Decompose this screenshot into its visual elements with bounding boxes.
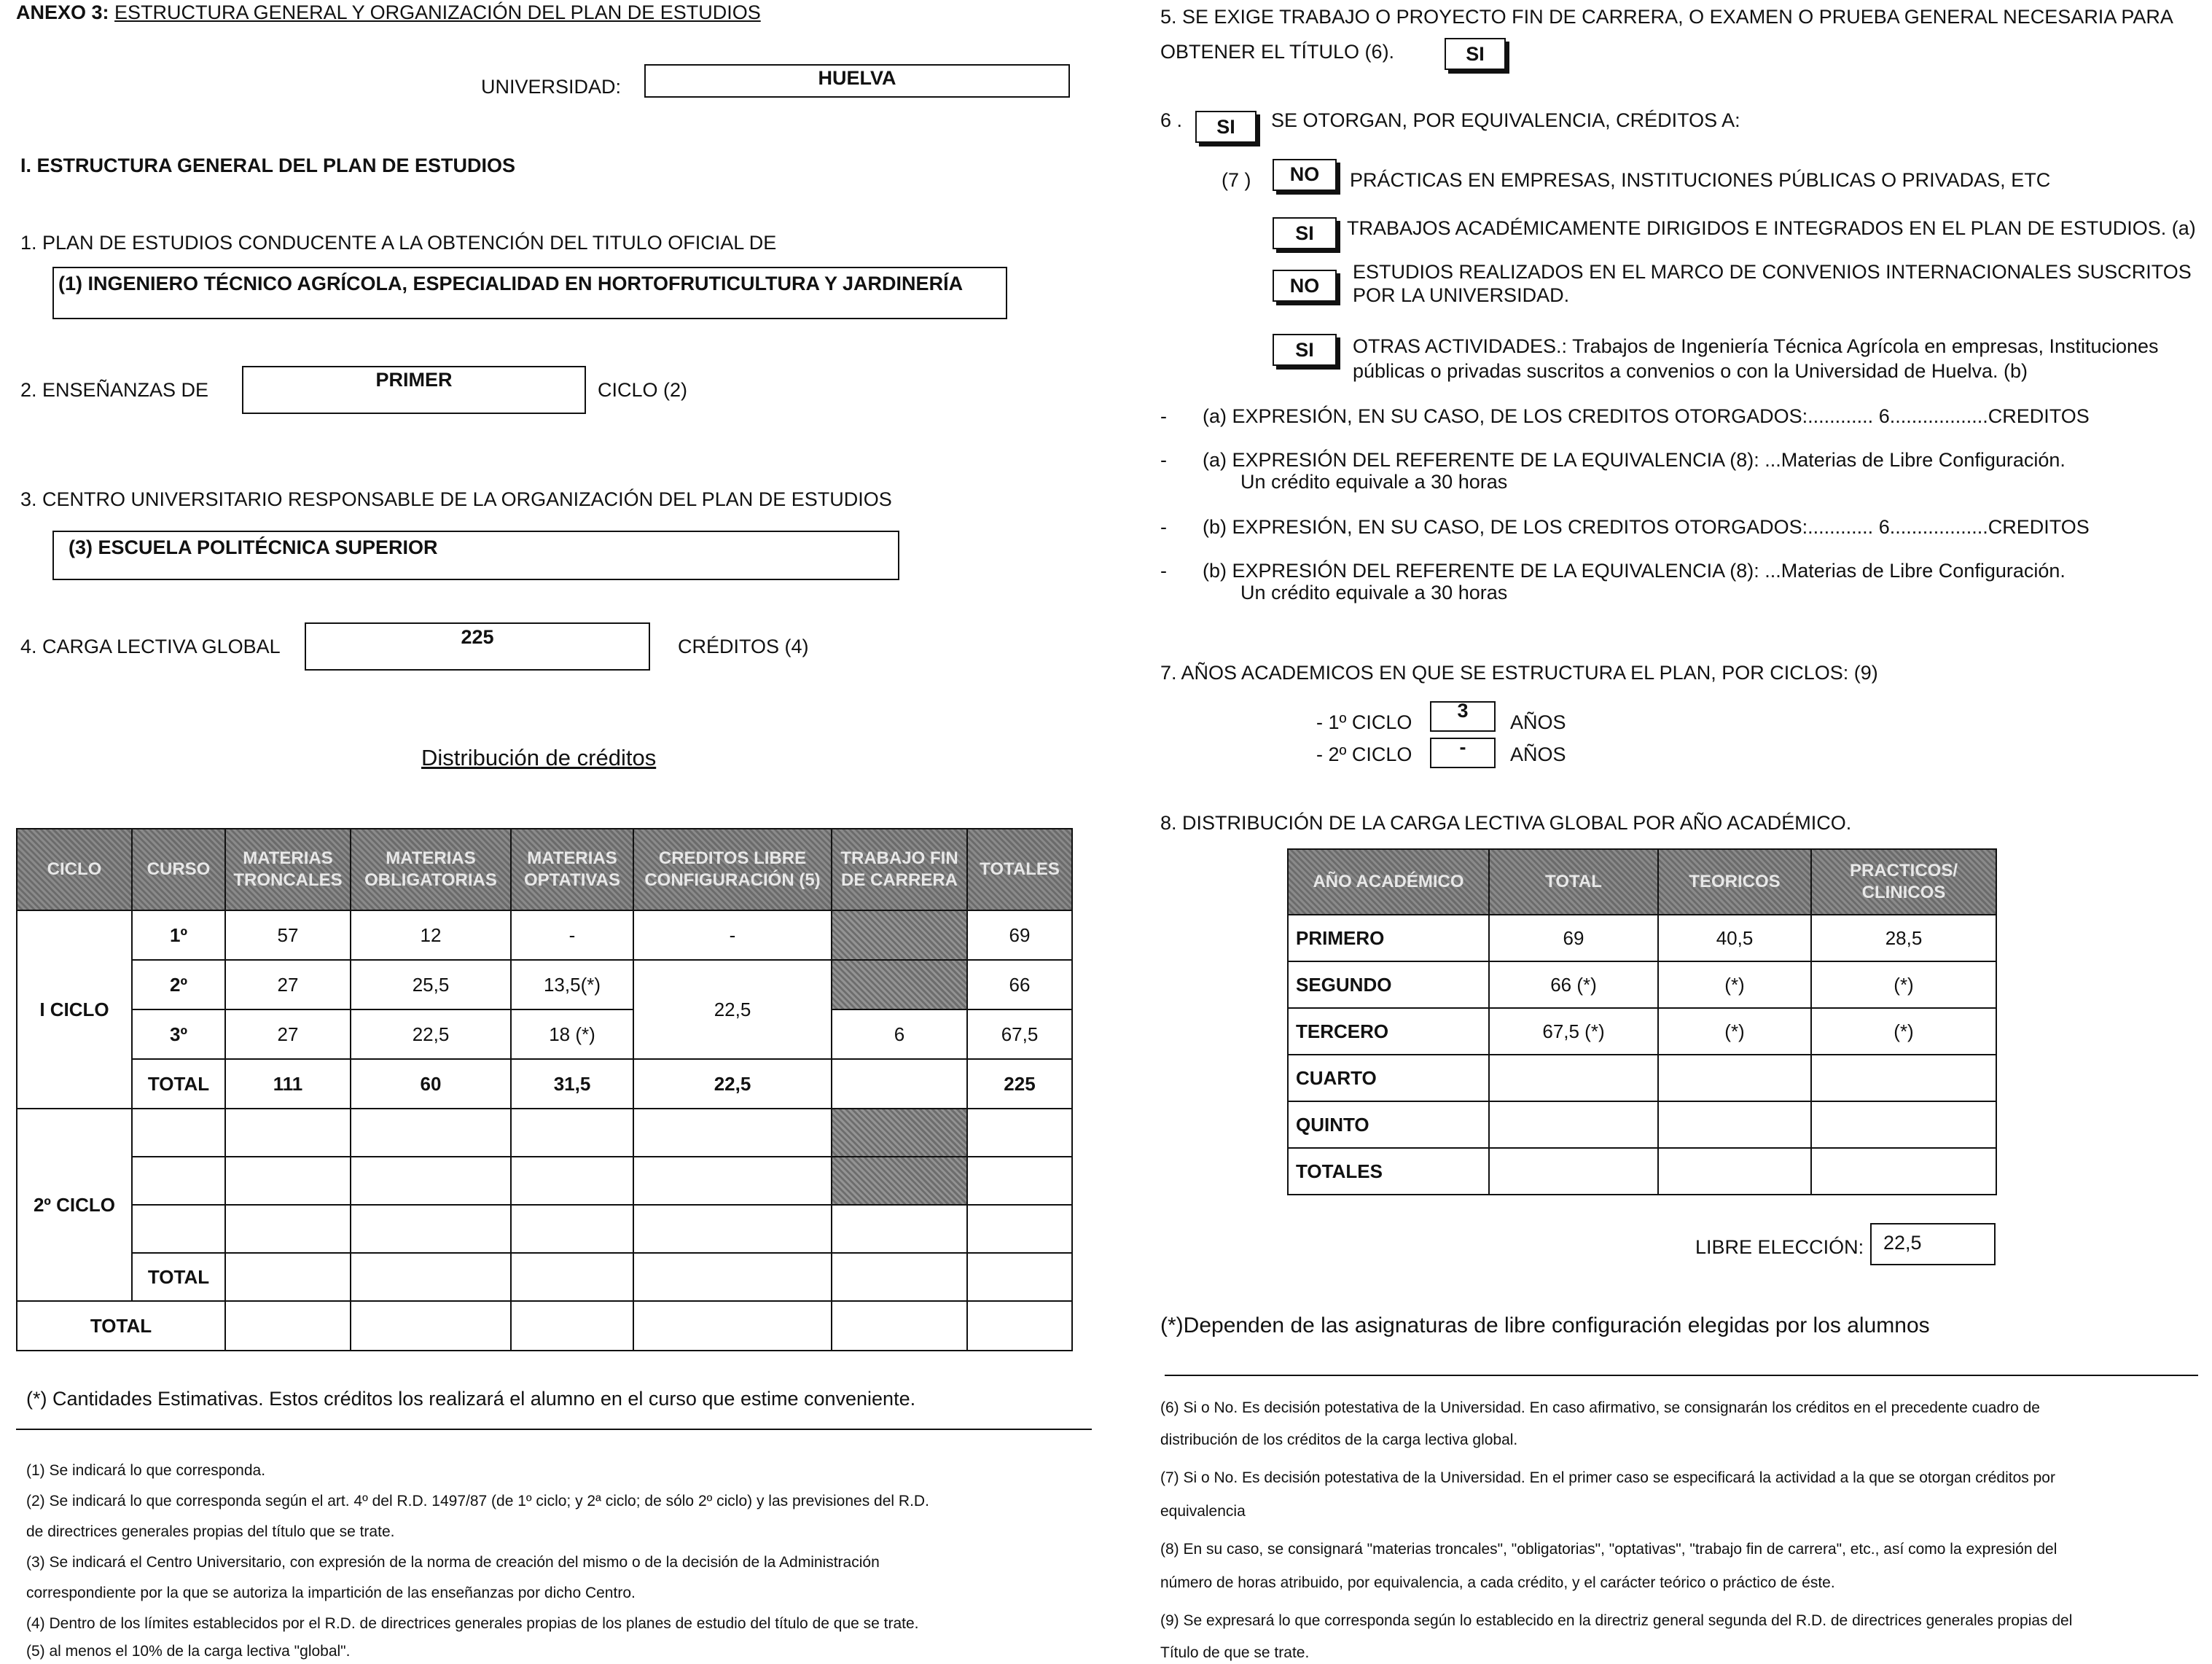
trabajo-cell [832, 960, 967, 1009]
opt4-answer-box [1273, 334, 1337, 366]
table-row [17, 1059, 1072, 1109]
bullet-b-credits: (b) EXPRESIÓN, EN SU CASO, DE LOS CREDITOS OTORGADOS:............ 6..................CREDITOS [1203, 516, 2090, 538]
footnote-8-cont: número de horas atribuido, por equivalencia, a cada crédito, y el carácter teórico o práctico de éste. [1160, 1574, 1835, 1591]
curso-cell: 1º [132, 910, 225, 960]
bullet-dash: - [1160, 405, 1167, 427]
opt3-value: NO [1289, 275, 1320, 297]
bullet-dash: - [1160, 516, 1167, 538]
bullet-b-referent: (b) EXPRESIÓN DEL REFERENTE DE LA EQUIVALENCIA (8): ...Materias de Libre Configuración. [1203, 560, 2066, 582]
year-cell: SEGUNDO [1288, 961, 1489, 1008]
teoricos-cell [1658, 1055, 1811, 1101]
q5-line1: 5. SE EXIGE TRABAJO O PROYECTO FIN DE CARRERA, O EXAMEN O PRUEBA GENERAL NECESARIA PARA [1160, 6, 2173, 28]
table-row [17, 1109, 1072, 1157]
header-optativas: MATERIAS OPTATIVAS [511, 829, 633, 910]
q6-number: 6 . [1160, 109, 1183, 131]
table-row [1288, 915, 1996, 961]
ciclo2-years-box [1430, 738, 1496, 768]
left-divider [16, 1429, 1092, 1430]
trabajo-cell: 6 [832, 1009, 967, 1059]
footnote-4: (4) Dentro de los límites establecidos por el R.D. de directrices generales propias de los planes de estudio del título de que se trate. [26, 1615, 919, 1632]
credits-header-row [17, 829, 1072, 910]
troncales-cell: 111 [225, 1059, 351, 1109]
footnote-2: (2) Se indicará lo que corresponda según el art. 4º del R.D. 1497/87 (de 1º ciclo; y 2ª ciclo; de sólo 2º ciclo) y las previsiones del R.D. [26, 1493, 929, 1509]
q4-label: 4. CARGA LECTIVA GLOBAL [20, 636, 281, 657]
table-row [1288, 1148, 1996, 1195]
teoricos-cell: (*) [1658, 1008, 1811, 1055]
q7-ref: (7 ) [1222, 169, 1251, 191]
curso-cell: 3º [132, 1009, 225, 1059]
ciclo1-label: I CICLO [17, 910, 132, 1109]
teoricos-cell [1658, 1101, 1811, 1148]
university-label: UNIVERSIDAD: [481, 76, 622, 98]
opt3-line2: POR LA UNIVERSIDAD. [1353, 284, 1570, 306]
q6-value: SI [1216, 116, 1235, 138]
practicos-cell: 28,5 [1811, 915, 1996, 961]
obligatorias-cell: 60 [351, 1059, 511, 1109]
section1-title: I. ESTRUCTURA GENERAL DEL PLAN DE ESTUDIOS [20, 155, 516, 176]
header-libre: CREDITOS LIBRE CONFIGURACIÓN (5) [633, 829, 832, 910]
year-cell: QUINTO [1288, 1101, 1489, 1148]
totales-cell: 66 [967, 960, 1072, 1009]
year-cell: PRIMERO [1288, 915, 1489, 961]
opt2-label: TRABAJOS ACADÉMICAMENTE DIRIGIDOS E INTEGRADOS EN EL PLAN DE ESTUDIOS. (a) [1347, 217, 2196, 239]
obligatorias-cell: 12 [351, 910, 511, 960]
footnote-7-cont: equivalencia [1160, 1503, 1246, 1520]
table-row [17, 1205, 1072, 1253]
footnote-8: (8) En su caso, se consignará "materias troncales", "obligatorias", "optativas", "trabajo fin de carrera", etc., así como la expresión del [1160, 1541, 2057, 1558]
q2-value: PRIMER [375, 369, 453, 391]
bullet-a-referent: (a) EXPRESIÓN DEL REFERENTE DE LA EQUIVALENCIA (8): ...Materias de Libre Configuración. [1203, 449, 2066, 471]
header-trabajo: TRABAJO FIN DE CARRERA [832, 829, 967, 910]
footnote-7: (7) Si o No. Es decisión potestativa de la Universidad. En el primer caso se especificará la actividad a la que se otorgan créditos por [1160, 1469, 2055, 1486]
q7-label: 7. AÑOS ACADEMICOS EN QUE SE ESTRUCTURA EL PLAN, POR CICLOS: (9) [1160, 662, 1878, 684]
troncales-cell: 27 [225, 960, 351, 1009]
curso-cell: 2º [132, 960, 225, 1009]
opt2-value: SI [1295, 222, 1314, 244]
total-cell [1489, 1101, 1658, 1148]
q5-line2: OBTENER EL TÍTULO (6). [1160, 41, 1395, 63]
bullet-dash: - [1160, 449, 1167, 471]
header-practicos: PRACTICOS/ CLINICOS [1811, 849, 1996, 915]
optativas-cell: 18 (*) [511, 1009, 633, 1059]
libre-eleccion-box [1870, 1223, 1996, 1265]
annex-heading [16, 1, 761, 24]
footnote-6-cont: distribución de los créditos de la carga lectiva global. [1160, 1431, 1518, 1448]
ciclo1-years-label: - 1º CICLO [1316, 711, 1412, 733]
opt4-value: SI [1295, 339, 1314, 361]
ciclo2-total-label: TOTAL [132, 1253, 225, 1301]
header-teoricos: TEORICOS [1658, 849, 1811, 915]
table-row [1288, 1055, 1996, 1101]
trabajo-cell [832, 910, 967, 960]
year-cell: TOTALES [1288, 1148, 1489, 1195]
year-distribution-table [1287, 848, 1997, 1195]
optativas-cell: - [511, 910, 633, 960]
table-row [1288, 961, 1996, 1008]
opt1-label: PRÁCTICAS EN EMPRESAS, INSTITUCIONES PÚBLICAS O PRIVADAS, ETC [1350, 169, 2051, 191]
footnote-3-cont: correspondiente por la que se autoriza la impartición de las enseñanzas por dicho Centro. [26, 1585, 636, 1601]
q1-value: (1) INGENIERO TÉCNICO AGRÍCOLA, ESPECIALIDAD EN HORTOFRUTICULTURA Y JARDINERÍA [58, 273, 964, 294]
libre-eleccion-value: 22,5 [1883, 1232, 1922, 1254]
bullet-a-referent-note: Un crédito equivale a 30 horas [1240, 471, 1508, 493]
libre-eleccion-label: LIBRE ELECCIÓN: [1695, 1236, 1864, 1258]
table-row [17, 1009, 1072, 1059]
q1-label: 1. PLAN DE ESTUDIOS CONDUCENTE A LA OBTENCIÓN DEL TITULO OFICIAL DE [20, 232, 777, 254]
footnote-5: (5) al menos el 10% de la carga lectiva "global". [26, 1643, 351, 1660]
grand-total-label: TOTAL [17, 1301, 225, 1351]
q4-suffix: CRÉDITOS (4) [678, 636, 809, 657]
depend-note: (*)Dependen de las asignaturas de libre configuración elegidas por los alumnos [1160, 1313, 1930, 1337]
header-total: TOTAL [1489, 849, 1658, 915]
ciclo2-years-value: - [1459, 736, 1466, 758]
table-row [17, 1301, 1072, 1351]
ciclo1-years-unit: AÑOS [1510, 711, 1566, 733]
practicos-cell: (*) [1811, 1008, 1996, 1055]
troncales-cell: 57 [225, 910, 351, 960]
opt3-answer-box [1273, 270, 1337, 302]
practicos-cell [1811, 1148, 1996, 1195]
opt2-answer-box [1273, 217, 1337, 249]
q5-value: SI [1466, 43, 1485, 65]
totales-cell: 67,5 [967, 1009, 1072, 1059]
total-cell [1489, 1148, 1658, 1195]
q2-suffix: CICLO (2) [598, 379, 688, 401]
practicos-cell: (*) [1811, 961, 1996, 1008]
optativas-cell: 13,5(*) [511, 960, 633, 1009]
footnote-9: (9) Se expresará lo que corresponda según lo establecido en la directriz general segunda del R.D. de directrices generales propias del [1160, 1612, 2073, 1629]
footnote-3: (3) Se indicará el Centro Universitario, con expresión de la norma de creación del mismo o de la decisión de la Administración [26, 1554, 880, 1571]
q6-label: SE OTORGAN, POR EQUIVALENCIA, CRÉDITOS A: [1271, 109, 1740, 131]
header-totales: TOTALES [967, 829, 1072, 910]
table-row [17, 960, 1072, 1009]
opt1-answer-box [1273, 159, 1337, 191]
table-row [1288, 1101, 1996, 1148]
q3-label: 3. CENTRO UNIVERSITARIO RESPONSABLE DE LA ORGANIZACIÓN DEL PLAN DE ESTUDIOS [20, 488, 892, 510]
distribution-title: Distribución de créditos [421, 745, 657, 770]
university-value: HUELVA [818, 67, 896, 89]
q5-answer-box [1445, 38, 1506, 70]
total-cell: 67,5 (*) [1489, 1008, 1658, 1055]
practicos-cell [1811, 1055, 1996, 1101]
trabajo-cell [832, 1059, 967, 1109]
estimate-note: (*) Cantidades Estimativas. Estos créditos los realizará el alumno en el curso que estime conveniente. [26, 1388, 916, 1410]
q2-label: 2. ENSEÑANZAS DE [20, 379, 209, 401]
q3-field [52, 531, 899, 580]
total-cell: 69 [1489, 915, 1658, 961]
q8-label: 8. DISTRIBUCIÓN DE LA CARGA LECTIVA GLOBAL POR AÑO ACADÉMICO. [1160, 812, 1852, 834]
ciclo1-years-box [1430, 701, 1496, 732]
obligatorias-cell: 22,5 [351, 1009, 511, 1059]
opt1-value: NO [1289, 163, 1320, 185]
opt3-line1: ESTUDIOS REALIZADOS EN EL MARCO DE CONVENIOS INTERNACIONALES SUSCRITOS [1353, 261, 2192, 283]
opt4-line2: públicas o privadas suscritos a convenios o con la Universidad de Huelva. (b) [1353, 360, 2028, 382]
practicos-cell [1811, 1101, 1996, 1148]
bullet-b-referent-note: Un crédito equivale a 30 horas [1240, 582, 1508, 604]
header-troncales: MATERIAS TRONCALES [225, 829, 351, 910]
right-divider [1165, 1375, 2198, 1376]
bullet-dash: - [1160, 560, 1167, 582]
header-curso: CURSO [132, 829, 225, 910]
university-field [644, 64, 1070, 98]
ciclo2-label: 2º CICLO [17, 1109, 132, 1301]
q2-field [242, 366, 586, 414]
q4-value: 225 [461, 626, 494, 648]
teoricos-cell: (*) [1658, 961, 1811, 1008]
q1-field [52, 267, 1007, 319]
annex-label: ANEXO 3: [16, 1, 109, 23]
obligatorias-cell: 25,5 [351, 960, 511, 1009]
year-header-row [1288, 849, 1996, 915]
footnote-1: (1) Se indicará lo que corresponda. [26, 1462, 266, 1479]
table-row [17, 1253, 1072, 1301]
total-cell [1489, 1055, 1658, 1101]
ciclo2-years-unit: AÑOS [1510, 743, 1566, 765]
libre-cell: - [633, 910, 832, 960]
header-obligatorias: MATERIAS OBLIGATORIAS [351, 829, 511, 910]
footnote-2-cont: de directrices generales propias del título que se trate. [26, 1523, 395, 1540]
table-row [1288, 1008, 1996, 1055]
footnote-6: (6) Si o No. Es decisión potestativa de la Universidad. En caso afirmativo, se consignarán los créditos en el precedente cuadro de [1160, 1399, 2040, 1416]
optativas-cell: 31,5 [511, 1059, 633, 1109]
table-row [17, 1157, 1072, 1205]
opt4-line1: OTRAS ACTIVIDADES.: Trabajos de Ingeniería Técnica Agrícola en empresas, Instituciones [1353, 335, 2159, 357]
totales-cell: 69 [967, 910, 1072, 960]
total-cell: 66 (*) [1489, 961, 1658, 1008]
troncales-cell: 27 [225, 1009, 351, 1059]
totales-cell: 225 [967, 1059, 1072, 1109]
year-cell: CUARTO [1288, 1055, 1489, 1101]
year-cell: TERCERO [1288, 1008, 1489, 1055]
credits-table [16, 828, 1073, 1351]
ciclo2-years-label: - 2º CICLO [1316, 743, 1412, 765]
header-year: AÑO ACADÉMICO [1288, 849, 1489, 915]
q3-value: (3) ESCUELA POLITÉCNICA SUPERIOR [69, 536, 438, 558]
header-ciclo: CICLO [17, 829, 132, 910]
footnote-9-cont: Título de que se trate. [1160, 1644, 1310, 1661]
libre-cell: 22,5 [633, 1059, 832, 1109]
teoricos-cell: 40,5 [1658, 915, 1811, 961]
table-row [17, 910, 1072, 960]
bullet-a-credits: (a) EXPRESIÓN, EN SU CASO, DE LOS CREDITOS OTORGADOS:............ 6..................CREDITOS [1203, 405, 2090, 427]
ciclo1-years-value: 3 [1457, 700, 1469, 722]
teoricos-cell [1658, 1148, 1811, 1195]
q6-answer-box [1195, 111, 1257, 143]
curso-cell: TOTAL [132, 1059, 225, 1109]
annex-title: ESTRUCTURA GENERAL Y ORGANIZACIÓN DEL PLAN DE ESTUDIOS [114, 1, 761, 23]
q4-field [305, 622, 650, 671]
libre-cell: 22,5 [633, 960, 832, 1059]
